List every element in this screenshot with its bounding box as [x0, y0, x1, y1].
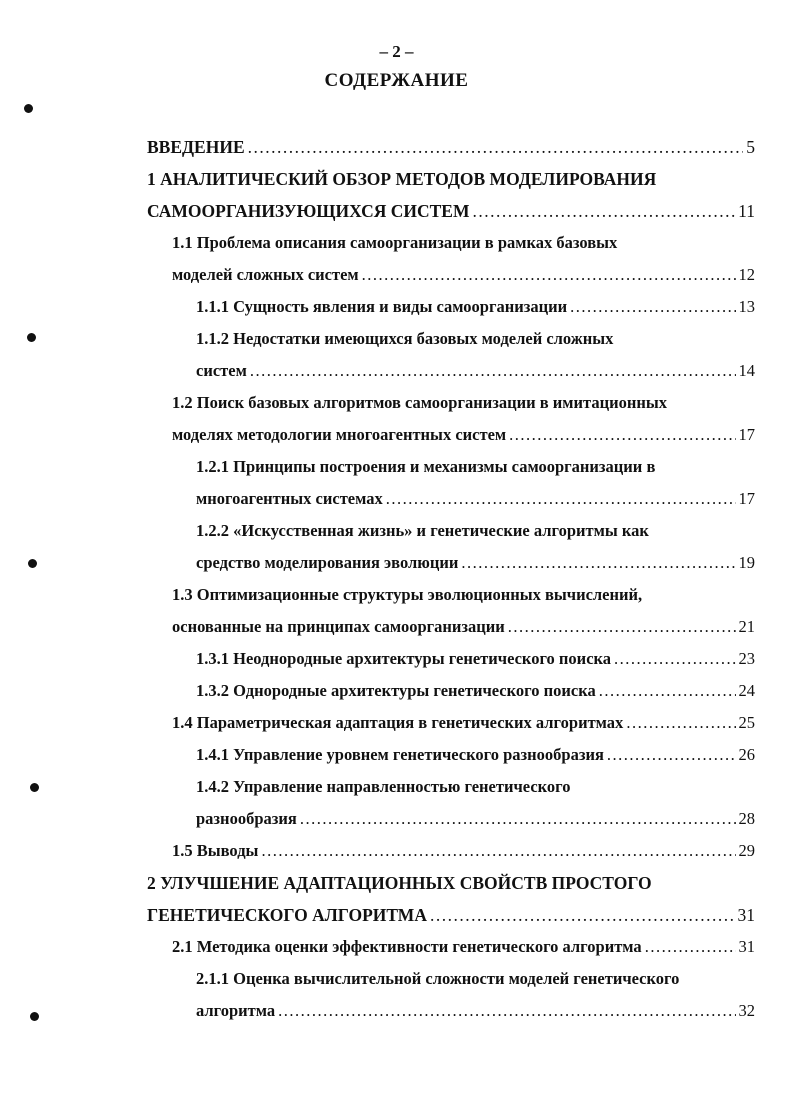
binding-hole-mark	[30, 783, 39, 792]
toc-entry[interactable]: многоагентных системах ..... 17	[196, 487, 755, 511]
dot-leader	[386, 487, 736, 511]
toc-entry[interactable]: разнообразия ..... 28	[196, 807, 755, 831]
page-title: СОДЕРЖАНИЕ	[324, 70, 469, 91]
toc-entry[interactable]: 1.3.1 Неоднородные архитектуры генетического поиска ..... 23	[196, 647, 755, 671]
toc-entry[interactable]: ВВЕДЕНИЕ ..... 5	[147, 135, 755, 159]
dot-leader	[261, 839, 735, 863]
dot-leader	[607, 743, 736, 767]
dot-leader	[362, 263, 736, 287]
page-number: – 2 –	[379, 42, 414, 61]
dot-leader	[626, 711, 735, 735]
toc-entry[interactable]: ГЕНЕТИЧЕСКОГО АЛГОРИТМА ..... 31	[147, 903, 755, 927]
toc-entry-line[interactable]: 2 УЛУЧШЕНИЕ АДАПТАЦИОННЫХ СВОЙСТВ ПРОСТОГО	[147, 873, 652, 893]
toc-entry[interactable]: 1.5 Выводы ..... 29	[172, 839, 755, 863]
dot-leader	[599, 679, 736, 703]
binding-hole-mark	[24, 104, 33, 113]
toc-entry[interactable]: средство моделирования эволюции ..... 19	[196, 551, 755, 575]
toc-entry-line[interactable]: 1.1 Проблема описания самоорганизации в рамках базовых	[172, 233, 618, 252]
dot-leader	[278, 999, 735, 1023]
toc-entry[interactable]: моделях методологии многоагентных систем ..... 17	[172, 423, 755, 447]
toc-entry-line[interactable]: 1 АНАЛИТИЧЕСКИЙ ОБЗОР МЕТОДОВ МОДЕЛИРОВАНИЯ	[147, 169, 657, 189]
dot-leader	[430, 903, 735, 927]
toc-entry[interactable]: САМООРГАНИЗУЮЩИХСЯ СИСТЕМ ..... 11	[147, 199, 755, 223]
dot-leader	[509, 423, 735, 447]
dot-leader	[645, 935, 736, 959]
dot-leader	[508, 615, 736, 639]
dot-leader	[614, 647, 735, 671]
toc-entry[interactable]: 1.1.1 Сущность явления и виды самоорганизации ..... 13	[196, 295, 755, 319]
toc-entry[interactable]: 1.4.1 Управление уровнем генетического разнообразия ..... 26	[196, 743, 755, 767]
toc-entry[interactable]: 1.4 Параметрическая адаптация в генетических алгоритмах ..... 25	[172, 711, 755, 735]
toc-entry-line[interactable]: 1.2.2 «Искусственная жизнь» и генетические алгоритмы как	[196, 521, 649, 540]
binding-hole-mark	[27, 333, 36, 342]
toc-entry[interactable]: 1.3.2 Однородные архитектуры генетического поиска ..... 24	[196, 679, 755, 703]
toc-entry[interactable]: 2.1 Методика оценки эффективности генетического алгоритма ..... 31	[172, 935, 755, 959]
toc-entry-line[interactable]: 1.2.1 Принципы построения и механизмы самоорганизации в	[196, 457, 656, 476]
toc-entry-line[interactable]: 1.3 Оптимизационные структуры эволюционных вычислений,	[172, 585, 643, 604]
dot-leader	[461, 551, 735, 575]
dot-leader	[300, 807, 736, 831]
toc-entry[interactable]: систем ..... 14	[196, 359, 755, 383]
toc-entry[interactable]: алгоритма ..... 32	[196, 999, 755, 1023]
binding-hole-mark	[28, 559, 37, 568]
dot-leader	[250, 359, 736, 383]
toc-entry-line[interactable]: 1.2 Поиск базовых алгоритмов самоорганизации в имитационных	[172, 393, 668, 412]
toc-entry-line[interactable]: 1.1.2 Недостатки имеющихся базовых моделей сложных	[196, 329, 614, 348]
dot-leader	[248, 135, 744, 159]
toc-entry-line[interactable]: 2.1.1 Оценка вычислительной сложности моделей генетического	[196, 969, 680, 988]
toc-entry[interactable]: основанные на принципах самоорганизации ..... 21	[172, 615, 755, 639]
dot-leader	[472, 199, 735, 223]
toc-entry-line[interactable]: 1.4.2 Управление направленностью генетического	[196, 777, 571, 796]
dot-leader	[570, 295, 735, 319]
toc-entry[interactable]: моделей сложных систем ..... 12	[172, 263, 755, 287]
binding-hole-mark	[30, 1012, 39, 1021]
